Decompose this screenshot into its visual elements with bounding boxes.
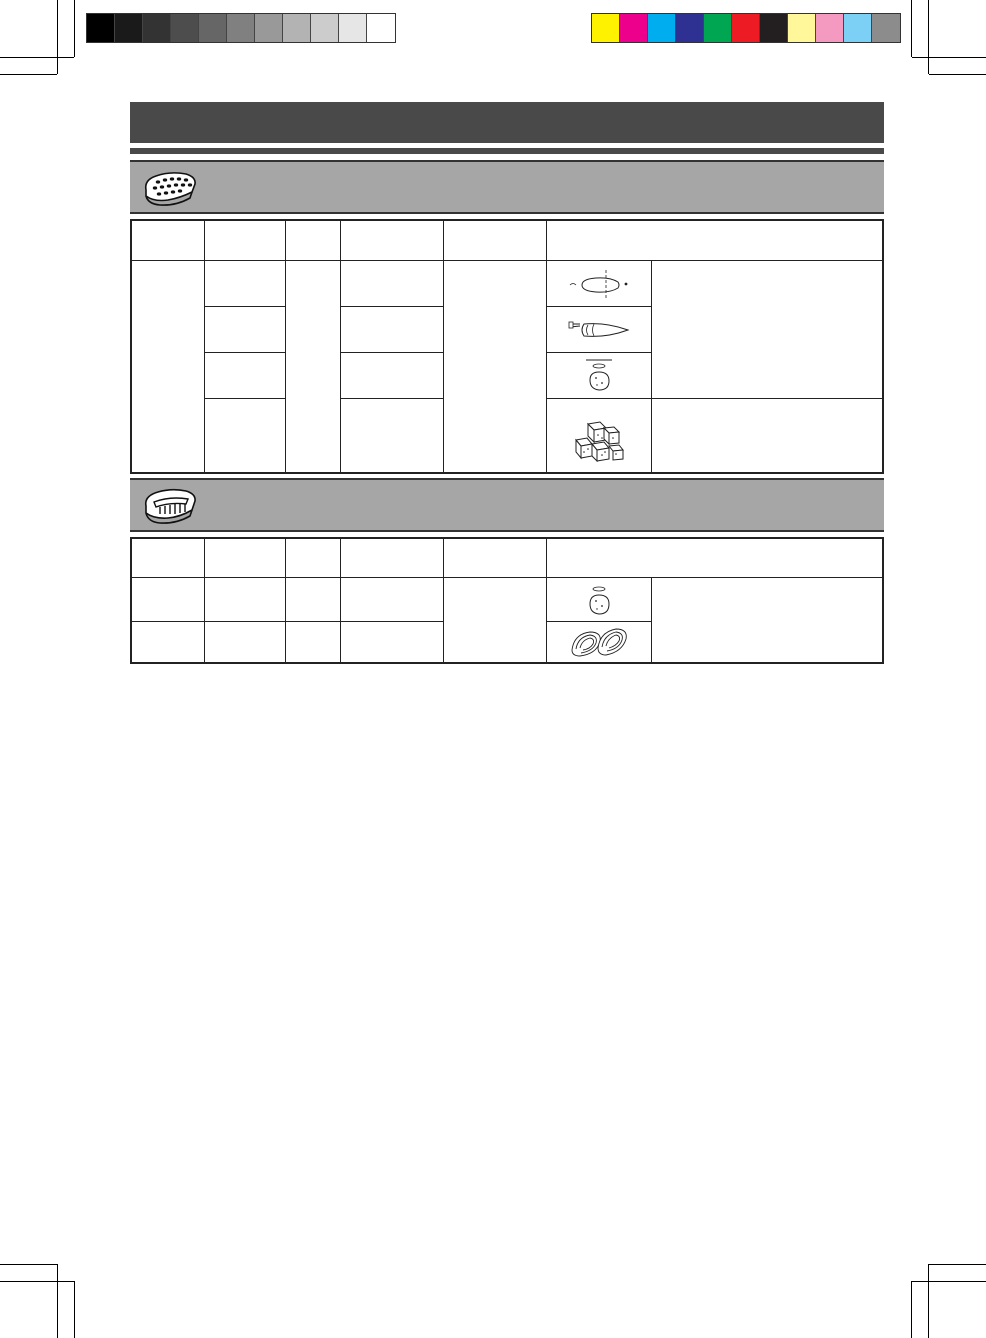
gray-swatch bbox=[227, 14, 255, 42]
color-swatch bbox=[592, 14, 620, 42]
grater-disc-icon bbox=[140, 168, 200, 208]
gray-swatch bbox=[115, 14, 143, 42]
color-swatch bbox=[788, 14, 816, 42]
section-header-grater bbox=[130, 160, 884, 214]
color-swatch bbox=[648, 14, 676, 42]
gray-swatch bbox=[367, 14, 395, 42]
gray-swatch bbox=[255, 14, 283, 42]
header-rule bbox=[130, 148, 884, 154]
color-swatch bbox=[620, 14, 648, 42]
carrot-icon bbox=[566, 316, 632, 344]
potato-icon bbox=[582, 582, 616, 618]
gray-swatch bbox=[283, 14, 311, 42]
potato-icon bbox=[582, 358, 616, 394]
gray-swatch bbox=[87, 14, 115, 42]
process-color-bar bbox=[591, 13, 901, 43]
gray-swatch bbox=[143, 14, 171, 42]
color-swatch bbox=[676, 14, 704, 42]
color-swatch bbox=[872, 14, 900, 42]
sliced-vegetable-icon bbox=[560, 268, 638, 300]
gray-swatch bbox=[199, 14, 227, 42]
page-title-band bbox=[130, 102, 884, 143]
color-swatch bbox=[760, 14, 788, 42]
section-header-slicer bbox=[130, 478, 884, 532]
gray-swatch bbox=[311, 14, 339, 42]
color-swatch bbox=[732, 14, 760, 42]
grayscale-color-bar bbox=[86, 13, 396, 43]
cubed-cheese-icon bbox=[572, 418, 626, 462]
gray-swatch bbox=[339, 14, 367, 42]
color-swatch bbox=[844, 14, 872, 42]
gray-swatch bbox=[171, 14, 199, 42]
color-swatch bbox=[816, 14, 844, 42]
sliced-onion-icon bbox=[568, 624, 632, 660]
slicer-disc-icon bbox=[140, 486, 200, 526]
color-swatch bbox=[704, 14, 732, 42]
